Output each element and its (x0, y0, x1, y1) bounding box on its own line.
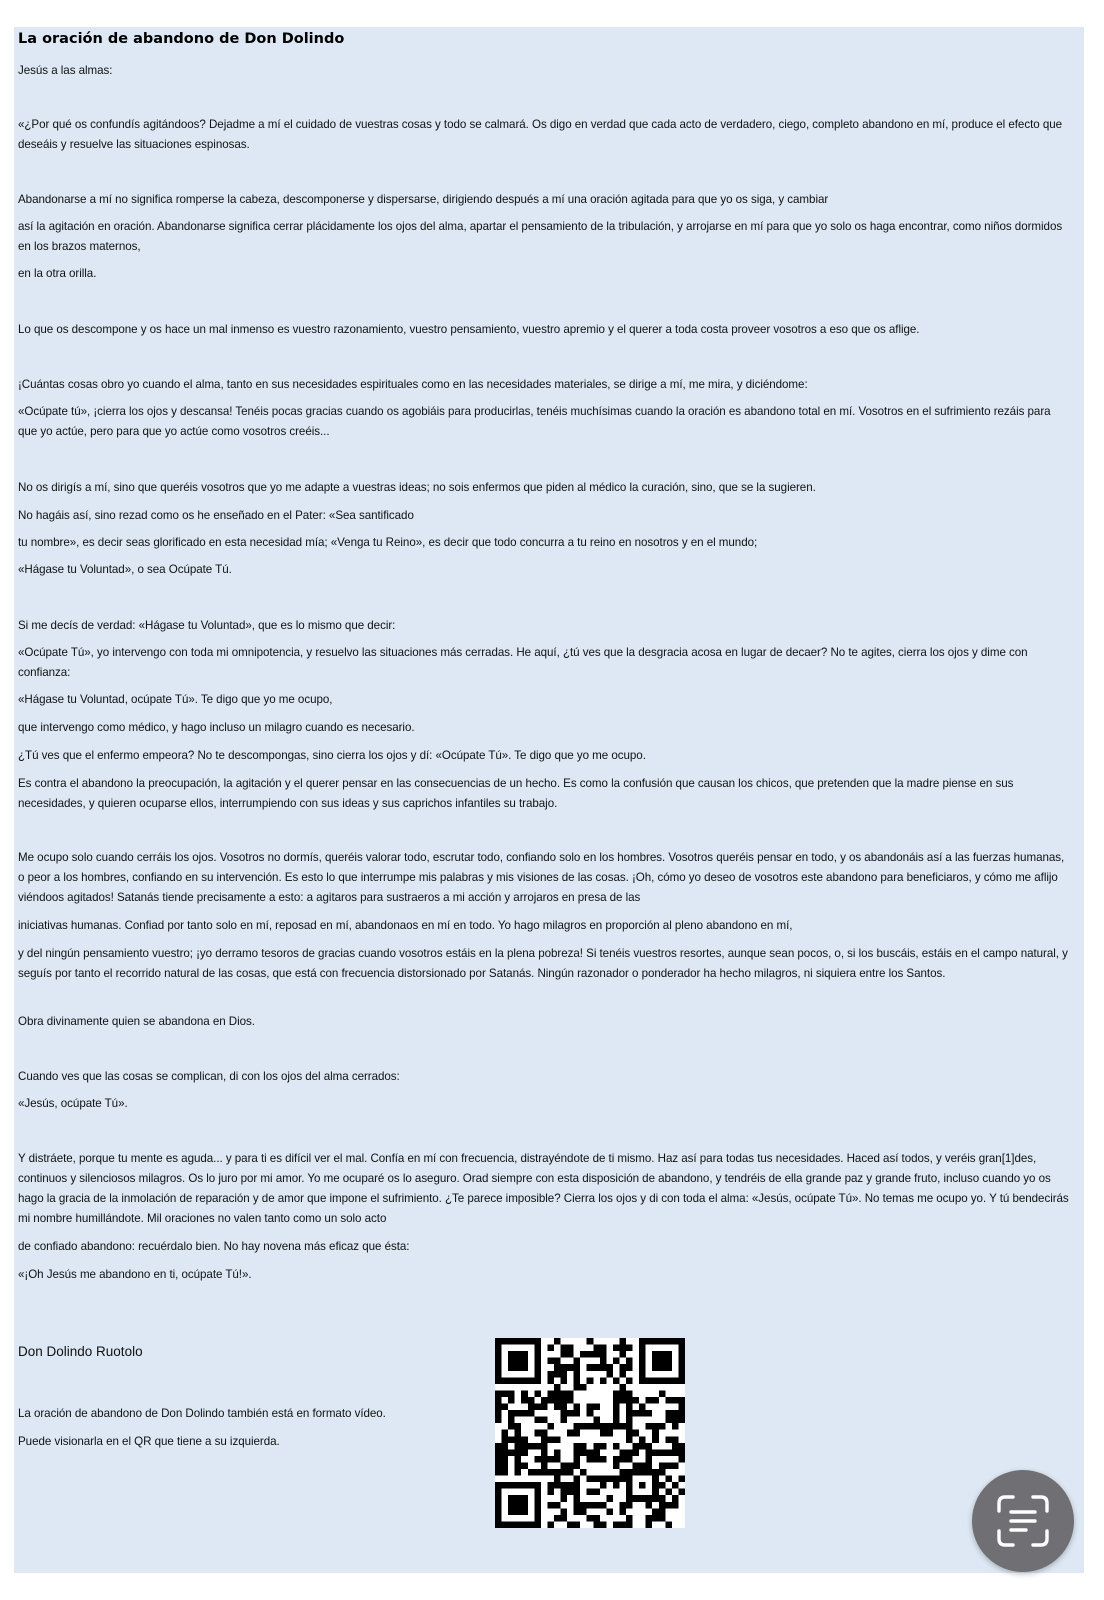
paragraph: Cuando ves que las cosas se complican, di con los ojos del alma cerrados: (18, 1070, 400, 1083)
paragraph: Me ocupo solo cuando cerráis los ojos. Vosotros no dormís, queréis valorar todo, escrutar todo, confiando solo en los hombres. Vosotros queréis pensar en todo, y os abandonáis así a las fuerzas humanas, o peor a los hombres, confiando en su intervención. Es esto lo que interrumpe mis palabras y mis visiones de las cosas. ¡Oh, cómo yo deseo de vosotros este abandono para beneficiaros, y cómo me aflijo viéndoos agitados! Satanás tiende precisamente a esto: a agitaros para sustraeros a mi acción y arrojaros en presa de las (18, 851, 1065, 904)
paragraph: Abandonarse a mí no significa romperse la cabeza, descomponerse y dispersarse, dirigiendo después a mí una oración agitada para que yo os siga, y cambiar (18, 193, 829, 206)
qr-instruction: Puede visionarla en el QR que tiene a su izquierda. (18, 1435, 280, 1448)
paragraph: y del ningún pensamiento vuestro; ¡yo derramo tesoros de gracias cuando vosotros estáis en la plena pobreza! Si tenéis vuestros resortes, aunque sean pocos, o, si los buscáis, estáis en el campo natural, y seguís por tanto el recorrido natural de las cosas, que está con frecuencia distorsionado por Satanás. Ningún razonador o ponderador ha hecho milagros, ni siquiera entre los Santos. (18, 947, 1068, 980)
video-note: La oración de abandono de Don Dolindo también está en formato vídeo. (18, 1407, 386, 1420)
paragraph: «Ocúpate Tú», yo intervengo con toda mi omnipotencia, y resuelvo las situaciones más cerradas. He aquí, ¿tú ves que la desgracia acosa en lugar de decaer? No te agites, cierra los ojos y dime con confianza: (18, 646, 1028, 679)
document-title: La oración de abandono de Don Dolindo (18, 31, 345, 47)
qr-code-icon (495, 1338, 685, 1528)
paragraph: Obra divinamente quien se abandona en Dios. (18, 1015, 255, 1028)
paragraph: que intervengo como médico, y hago incluso un milagro cuando es necesario. (18, 721, 415, 734)
paragraph: ¡Cuántas cosas obro yo cuando el alma, tanto en sus necesidades espirituales como en las necesidades materiales, se dirige a mí, me mira, y diciéndome: (18, 378, 808, 391)
paragraph: ¿Tú ves que el enfermo empeora? No te descompongas, sino cierra los ojos y dí: «Ocúpate Tú». Te digo que yo me ocupo. (18, 749, 646, 762)
text-scan-icon (995, 1493, 1051, 1549)
paragraph: así la agitación en oración. Abandonarse significa cerrar plácidamente los ojos del alma, apartar el pensamiento de la tribulación, y arrojarse en mí para que yo solo os haga encontrar, como niños dormidos en los brazos maternos, (18, 220, 1063, 253)
paragraph: Jesús a las almas: (18, 64, 113, 77)
paragraph: No os dirigís a mí, sino que queréis vosotros que yo me adapte a vuestras ideas; no sois enfermos que piden al médico la curación, sino, que se la sugieren. (18, 481, 816, 494)
paragraph: Lo que os descompone y os hace un mal inmenso es vuestro razonamiento, vuestro pensamiento, vuestro apremio y el querer a toda costa proveer vosotros a eso que os aflige. (18, 323, 920, 336)
paragraph: de confiado abandono: recuérdalo bien. No hay novena más eficaz que ésta: (18, 1240, 410, 1253)
paragraph: Si me decís de verdad: «Hágase tu Voluntad», que es lo mismo que decir: (18, 619, 396, 632)
paragraph: No hagáis así, sino rezad como os he enseñado en el Pater: «Sea santificado (18, 509, 414, 522)
paragraph: «Ocúpate tú», ¡cierra los ojos y descansa! Tenéis pocas gracias cuando os agobiáis para producirlas, tenéis muchísimas cuando la oración es abandono total en mí. Vosotros en el sufrimiento rezáis para que yo actúe, pero para que yo actúe como vosotros creéis... (18, 405, 1051, 438)
paragraph: «Jesús, ocúpate Tú». (18, 1097, 128, 1110)
paragraph: «Hágase tu Voluntad», o sea Ocúpate Tú. (18, 563, 232, 576)
paragraph: iniciativas humanas. Confiad por tanto solo en mí, reposad en mí, abandonaos en mí en todo. Yo hago milagros en proporción al pleno abandono en mí, (18, 919, 793, 932)
paragraph: «¡Oh Jesús me abandono en ti, ocúpate Tú!». (18, 1268, 252, 1281)
paragraph: Es contra el abandono la preocupación, la agitación y el querer pensar en las consecuencias de un hecho. Es como la confusión que causan los chicos, que pretenden que la madre piense en sus necesidades, y quieren ocuparse ellos, interrumpiendo con sus ideas y sus caprichos infantiles su trabajo. (18, 777, 1014, 810)
paragraph: «¿Por qué os confundís agitándoos? Dejadme a mí el cuidado de vuestras cosas y todo se calmará. Os digo en verdad que cada acto de verdadero, ciego, completo abandono en mí, produce el efecto que deseáis y resuelve las situaciones espinosas. (18, 118, 1063, 151)
paragraph: en la otra orilla. (18, 267, 97, 280)
text-scan-button[interactable] (972, 1470, 1074, 1572)
paragraph: «Hágase tu Voluntad, ocúpate Tú». Te digo que yo me ocupo, (18, 693, 333, 706)
signature: Don Dolindo Ruotolo (18, 1344, 143, 1359)
paragraph: Y distráete, porque tu mente es aguda... y para ti es difícil ver el mal. Confía en mí con frecuencia, distrayéndote de ti mismo. Haz así para todas tus necesidades. Haced así todos, y veréis gran[1]des, continuos y silenciosos milagros. Os lo juro por mi amor. Yo me ocuparé os lo aseguro. Orad siempre con esta disposición de abandono, y tendréis de ella grande paz y grande fruto, incluso cuando yo os hago la gracia de la inmolación de reparación y de amor que impone el sufrimiento. ¿Te parece imposible? Cierra los ojos y di con toda el alma: «Jesús, ocúpate Tú». No temas me ocupo yo. Y tú bendecirás mi nombre humillándote. Mil oraciones no valen tanto como un solo acto (18, 1152, 1069, 1225)
paragraph: tu nombre», es decir seas glorificado en esta necesidad mía; «Venga tu Reino», es decir que todo concurra a tu reino en nosotros y en el mundo; (18, 536, 758, 549)
